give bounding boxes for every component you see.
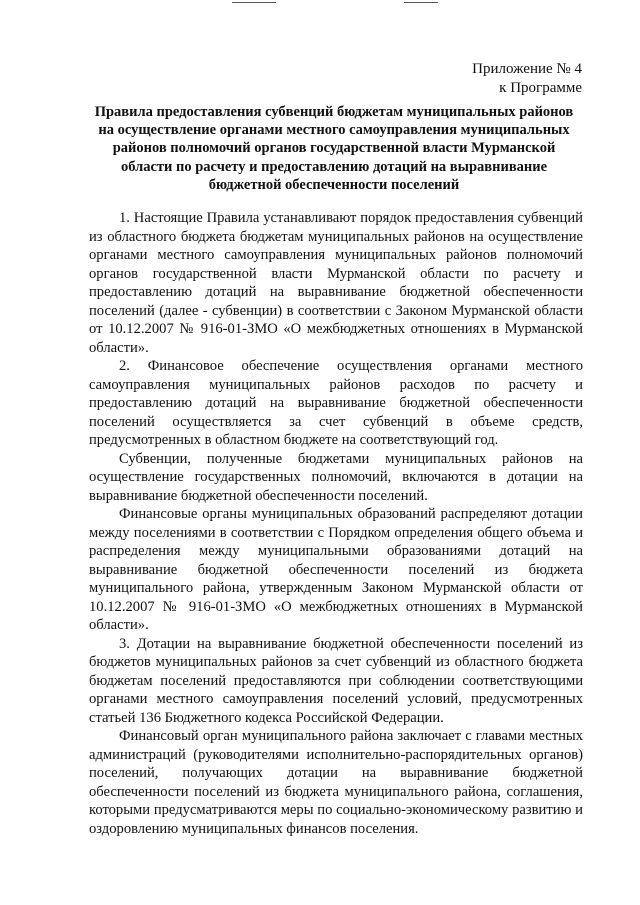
paragraph-1: 1. Настоящие Правила устанавливают порядок предоставления субвенций из областного бюджета бюджетам муниципальных районов на осуществление органами местного самоуправления муниципальных районов полномочий органов государственной власти Мурманской области по расчету и предоставлению дотаций на выравнивание бюджетной обеспеченности поселений (далее - субвенции) в соответствии с Законом Мурманской области от 10.12.2007 № 916-01-ЗМО «О межбюджетных отношениях в Мурманской области».: [89, 210, 583, 356]
paragraph-5: 3. Дотации на выравнивание бюджетной обеспеченности поселений из бюджетов муниципальных районов за счет субвенций из областного бюджета бюджетам поселений предоставляются при соблюдении соответствующими органами местного самоуправления поселений условий, предусмотренных статьей 136 Бюджетного кодекса Российской Федерации.: [89, 635, 583, 726]
appendix-target: к Программе: [499, 80, 582, 96]
paragraph-2: 2. Финансовое обеспечение осуществления органами местного самоуправления муниципальных районов расходов по расчету и предоставлению дотаций на выравнивание бюджетной обеспеченности поселений осуществляется за счет субвенций в объеме средств, предусмотренных в областном бюджете на соответствующий год.: [89, 358, 583, 448]
scan-artifact-line: [232, 2, 276, 3]
paragraph-6: Финансовый орган муниципального района заключает с главами местных администраций (руководителями исполнительно-распорядительных органов) поселений, получающих дотации на выравнивание бюджетной обеспеченности поселений из бюджета муниципального района, соглашения, которыми предусматриваются меры по социально-экономическому развитию и оздоровлению муниципальных финансов поселения.: [89, 728, 583, 837]
paragraph-4: Финансовые органы муниципальных образований распределяют дотации между поселениями в соответствии с Порядком определения общего объема и распределения между муниципальными образованиями дотаций на выравнивание бюджетной обеспеченности поселений из бюджета муниципального района, утвержденным Законом Мурманской области от 10.12.2007 № 916-01-ЗМО «О межбюджетных отношениях в Мурманской области».: [89, 506, 583, 633]
document-title: Правила предоставления субвенций бюджетам муниципальных районов на осуществление органами местного самоуправления муниципальных районов полномочий органов государственной власти Мурманской области по расчету и предоставлению дотаций на выравнивание бюджетной обеспеченности поселений: [94, 104, 574, 193]
appendix-number: Приложение № 4: [472, 61, 582, 77]
scan-artifact-line: [404, 2, 438, 3]
document-body: [89, 209, 583, 838]
paragraph-3: Субвенции, полученные бюджетами муниципальных районов на осуществление государственных полномочий, включаются в дотации на выравнивание бюджетной обеспеченности поселений.: [89, 450, 583, 504]
appendix-header: [472, 60, 582, 98]
